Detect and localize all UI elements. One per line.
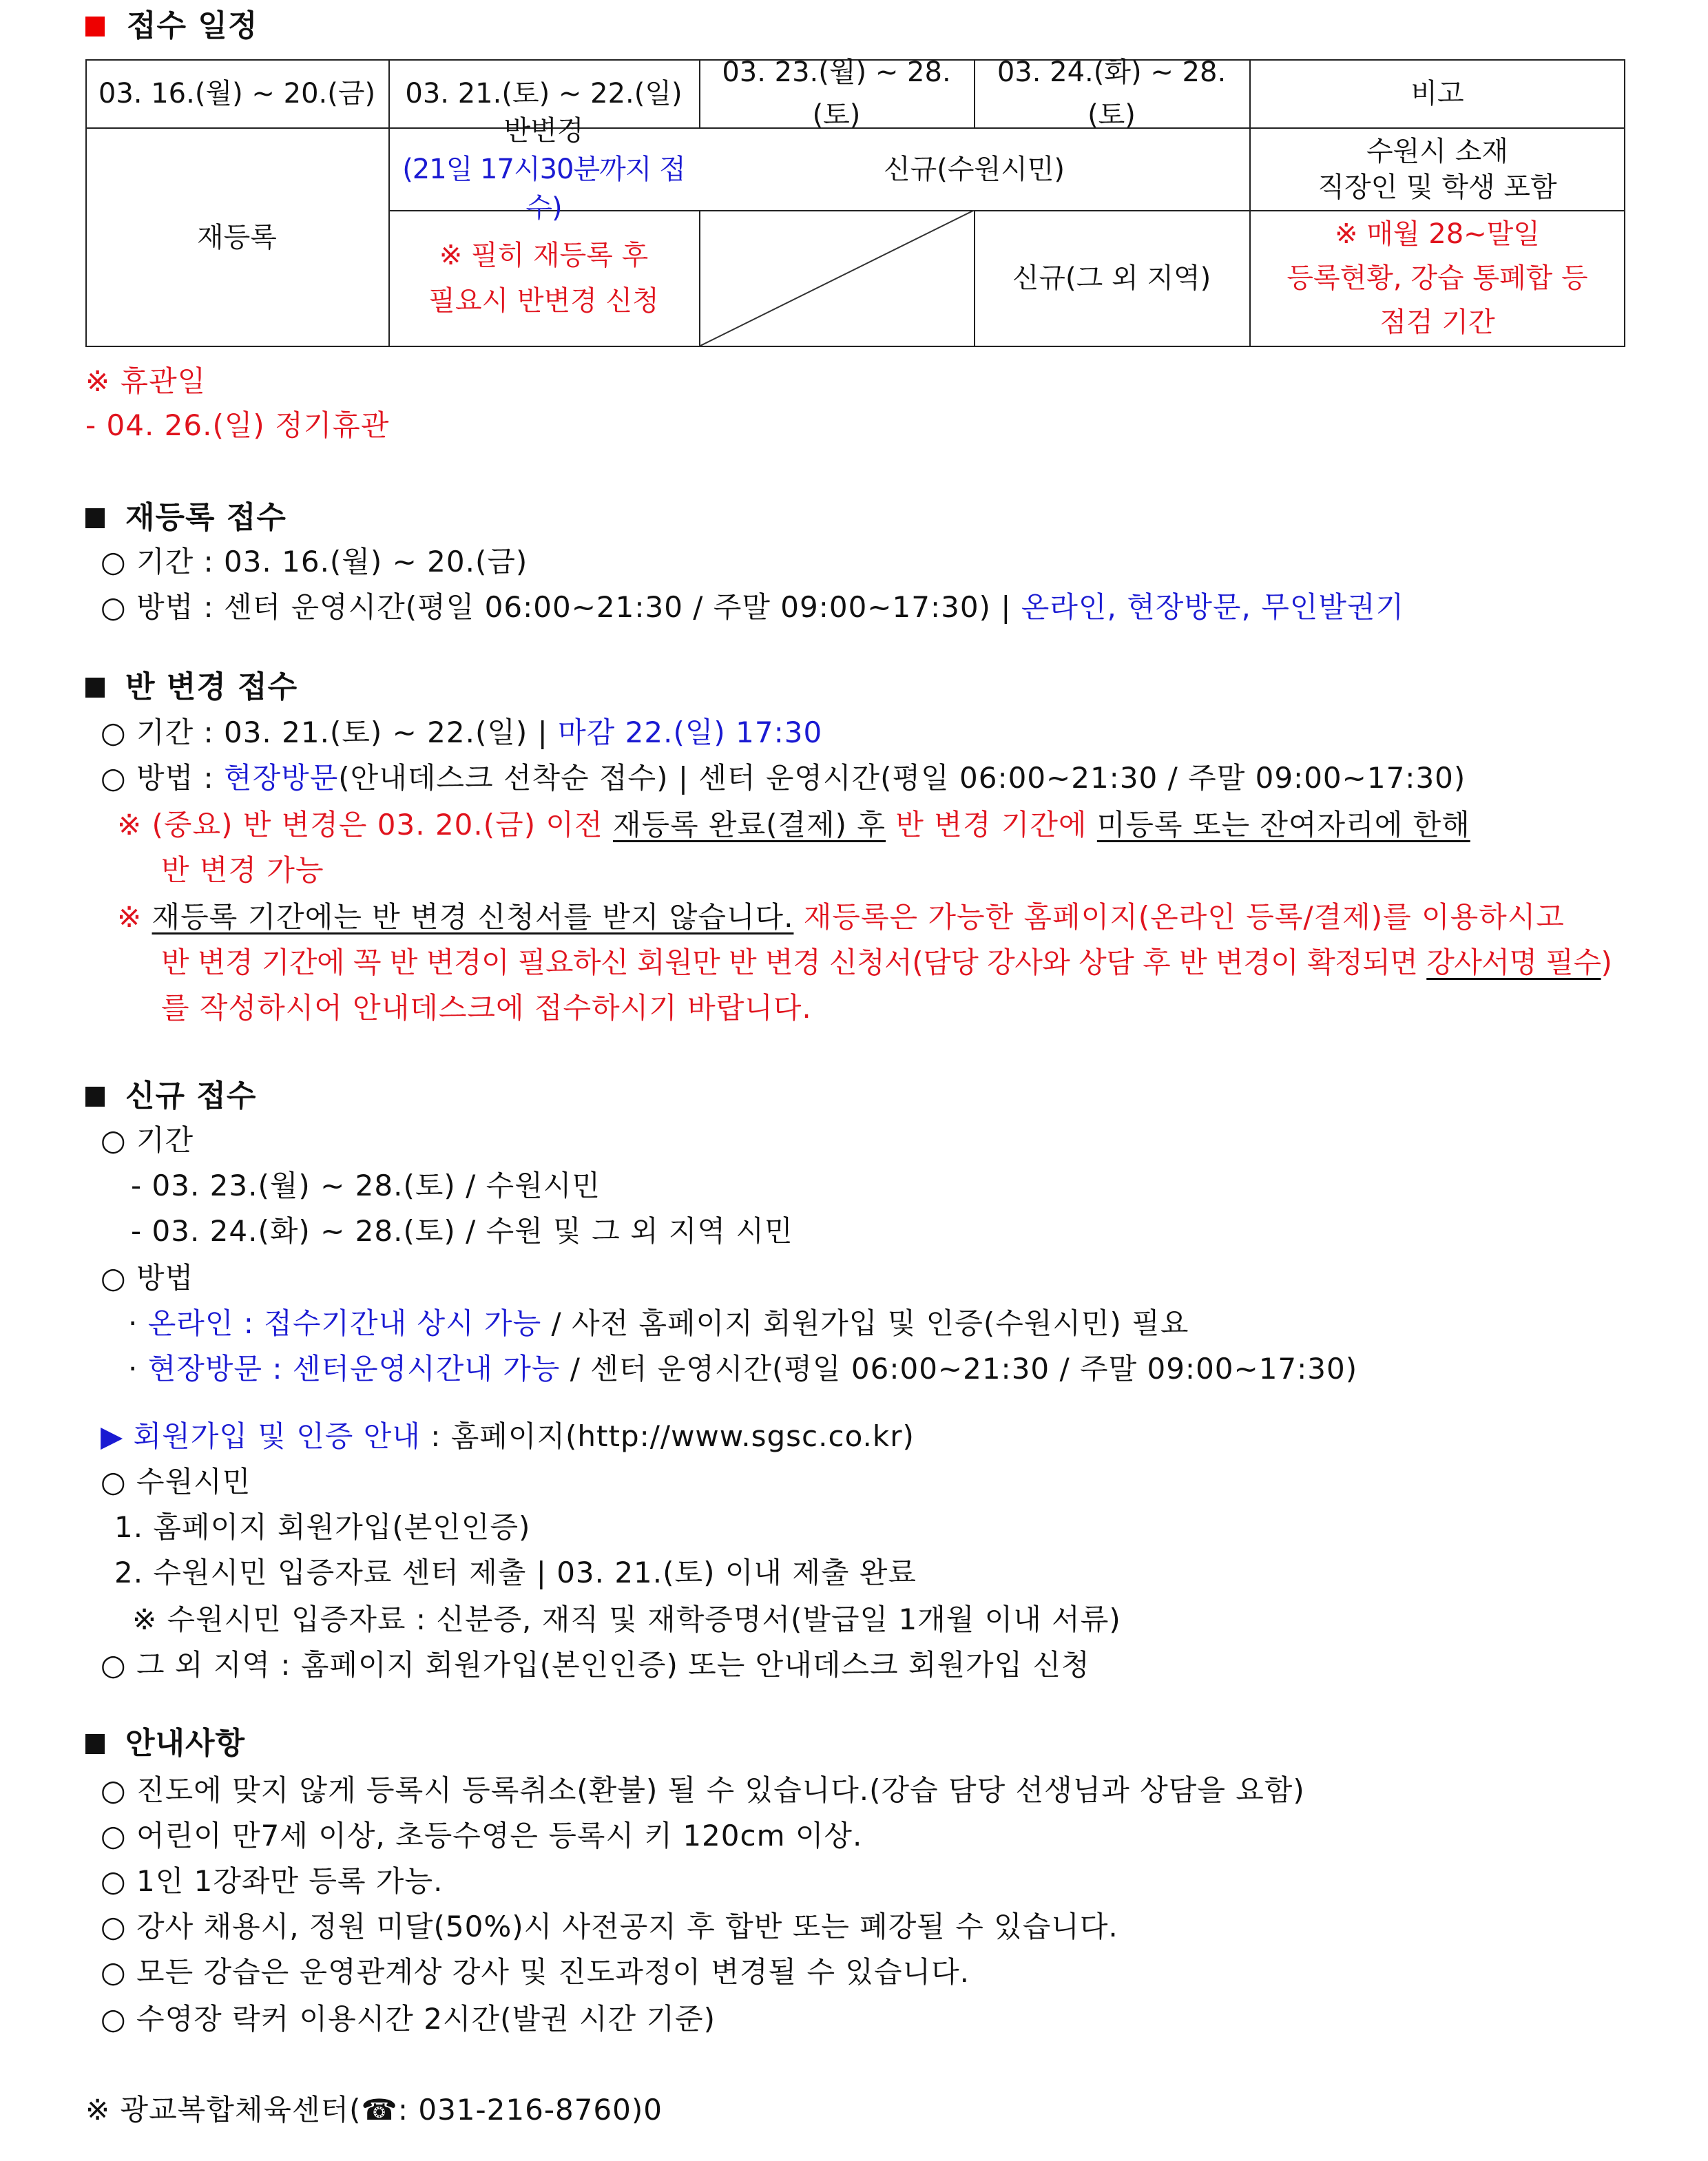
closed-day-title: ※ 휴관일 (85, 364, 207, 398)
notice-item: ○ 1인 1강좌만 등록 가능. (101, 1864, 444, 1898)
cell-new-other-region: 신규(그 외 지역) (1012, 262, 1211, 294)
new-period-item: - 03. 23.(월) ~ 28.(토) / 수원시민 (131, 1169, 601, 1202)
cell-class-change-note: ※ 필히 재등록 후 필요시 반변경 신청 (428, 240, 659, 317)
footer-contact: ※ 광교복합체육센터(☎: 031-216-8760)0 (85, 2093, 663, 2127)
class-change-form-note: ※ 재등록 기간에는 반 변경 신청서를 받지 않습니다. 재등록은 가능한 홈페이지(온라인 등록/결제)를 이용하시고 (117, 900, 1565, 934)
suwon-proof-note: ※ 수원시민 입증자료 : 신분증, 재직 및 재학증명서(발급일 1개월 이내 서류) (132, 1603, 1121, 1636)
suwon-step: 1. 홈페이지 회원가입(본인인증) (114, 1510, 531, 1544)
suwon-citizen-label: ○ 수원시민 (101, 1465, 251, 1499)
notice-section-title: 안내사항 (125, 1726, 246, 1761)
new-period-item: - 03. 24.(화) ~ 28.(토) / 수원 및 그 외 지역 시민 (131, 1214, 793, 1248)
class-change-section-title: 반 변경 접수 (125, 669, 298, 704)
schedule-title: 접수 일정 (127, 8, 258, 43)
play-arrow-icon: ▶ (101, 1419, 124, 1453)
header-cell-new-suwon-period: 03. 23.(월) ~ 28.(토) (722, 56, 951, 131)
cell-new-suwon: 신규(수원시민) (883, 153, 1065, 185)
cell-class-change: 반변경 (21일 17시30분까지 접수) (388, 128, 699, 210)
new-method-online: · 온라인 : 접수기간내 상시 가능 / 사전 홈페이지 회원가입 및 인증(수원시민) 필요 (128, 1306, 1189, 1340)
header-cell-reregister-period: 03. 16.(월) ~ 20.(금) (98, 78, 376, 109)
schedule-table (85, 56, 1625, 346)
closed-day-item: - 04. 26.(일) 정기휴관 (85, 408, 390, 442)
red-square-bullet-icon (85, 17, 105, 36)
cell-reregister: 재등록 (197, 221, 277, 253)
membership-guide: ▶ 회원가입 및 인증 안내 : 홈페이지(http://www.sgsc.co.kr) (101, 1419, 915, 1453)
new-method-visit: · 현장방문 : 센터운영시간내 가능 / 센터 운영시간(평일 06:00~21:30 / 주말 09:00~17:30) (128, 1352, 1358, 1386)
notice-item: ○ 수영장 락커 이용시간 2시간(발권 시간 기준) (101, 2002, 716, 2036)
other-region-note: ○ 그 외 지역 : 홈페이지 회원가입(본인인증) 또는 안내데스크 회원가입 신청 (101, 1648, 1090, 1682)
phone-icon: ☎ (361, 2093, 398, 2127)
class-change-form-note-line3: 를 작성하시어 안내데스크에 접수하시기 바랍니다. (161, 991, 812, 1025)
class-change-important-note-line2: 반 변경 가능 (161, 853, 324, 887)
suwon-step: 2. 수원시민 입증자료 센터 제출 | 03. 21.(토) 이내 제출 완료 (114, 1556, 917, 1589)
reregister-method: ○ 방법 : 센터 운영시간(평일 06:00~21:30 / 주말 09:00~17:30) | 온라인, 현장방문, 무인발권기 (101, 590, 1405, 624)
class-change-deadline: (21일 17시30분까지 접수) (402, 153, 685, 224)
square-bullet-icon (85, 1734, 105, 1754)
cell-remark-suwon-workers: 수원시 소재 직장인 및 학생 포함 (1318, 135, 1557, 203)
new-section-title: 신규 접수 (125, 1078, 257, 1114)
notice-item: ○ 진도에 맞지 않게 등록시 등록취소(환불) 될 수 있습니다.(강습 담당 선생님과 상담을 요함) (101, 1773, 1305, 1807)
reregister-period: ○ 기간 : 03. 16.(월) ~ 20.(금) (101, 545, 528, 578)
header-cell-class-change-period: 03. 21.(토) ~ 22.(일) (405, 78, 683, 109)
cell-remark-inspection-period: ※ 매월 28~말일 등록현황, 강습 통폐합 등 점검 기간 (1287, 218, 1588, 338)
notice-item: ○ 강사 채용시, 정원 미달(50%)시 사전공지 후 합반 또는 폐강될 수 있습니다. (101, 1910, 1118, 1943)
header-cell-new-other-period: 03. 24.(화) ~ 28.(토) (997, 56, 1227, 131)
reregister-section-title: 재등록 접수 (125, 500, 287, 535)
notice-item: ○ 어린이 만7세 이상, 초등수영은 등록시 키 120cm 이상. (101, 1819, 863, 1852)
notice-item: ○ 모든 강습은 운영관계상 강사 및 진도과정이 변경될 수 있습니다. (101, 1955, 970, 1989)
header-cell-remarks: 비고 (1410, 78, 1464, 109)
class-change-period: ○ 기간 : 03. 21.(토) ~ 22.(일) | 마감 22.(일) 17:30 (101, 716, 823, 749)
class-change-method: ○ 방법 : 현장방문(안내데스크 선착순 접수) | 센터 운영시간(평일 06:00~21:30 / 주말 09:00~17:30) (101, 761, 1466, 795)
square-bullet-icon (85, 508, 105, 528)
square-bullet-icon (85, 678, 105, 698)
reregister-channels: 온라인, 현장방문, 무인발권기 (1021, 590, 1405, 624)
new-period-label: ○ 기간 (101, 1123, 194, 1157)
phone-number: : 031-216-8760)0 (397, 2093, 663, 2127)
new-method-label: ○ 방법 (101, 1261, 194, 1295)
class-change-important-note: ※ (중요) 반 변경은 03. 20.(금) 이전 재등록 완료(결제) 후 반 변경 기간에 미등록 또는 잔여자리에 한해 (117, 808, 1470, 842)
square-bullet-icon (85, 1087, 105, 1107)
class-change-deadline-text: 마감 22.(일) 17:30 (558, 716, 823, 749)
empty-cell-diagonal (699, 210, 975, 346)
class-change-form-note-line2: 반 변경 기간에 꼭 반 변경이 필요하신 회원만 반 변경 신청서(담당 강사와 상담 후 반 변경이 확정되면 강사서명 필수) (161, 946, 1612, 979)
